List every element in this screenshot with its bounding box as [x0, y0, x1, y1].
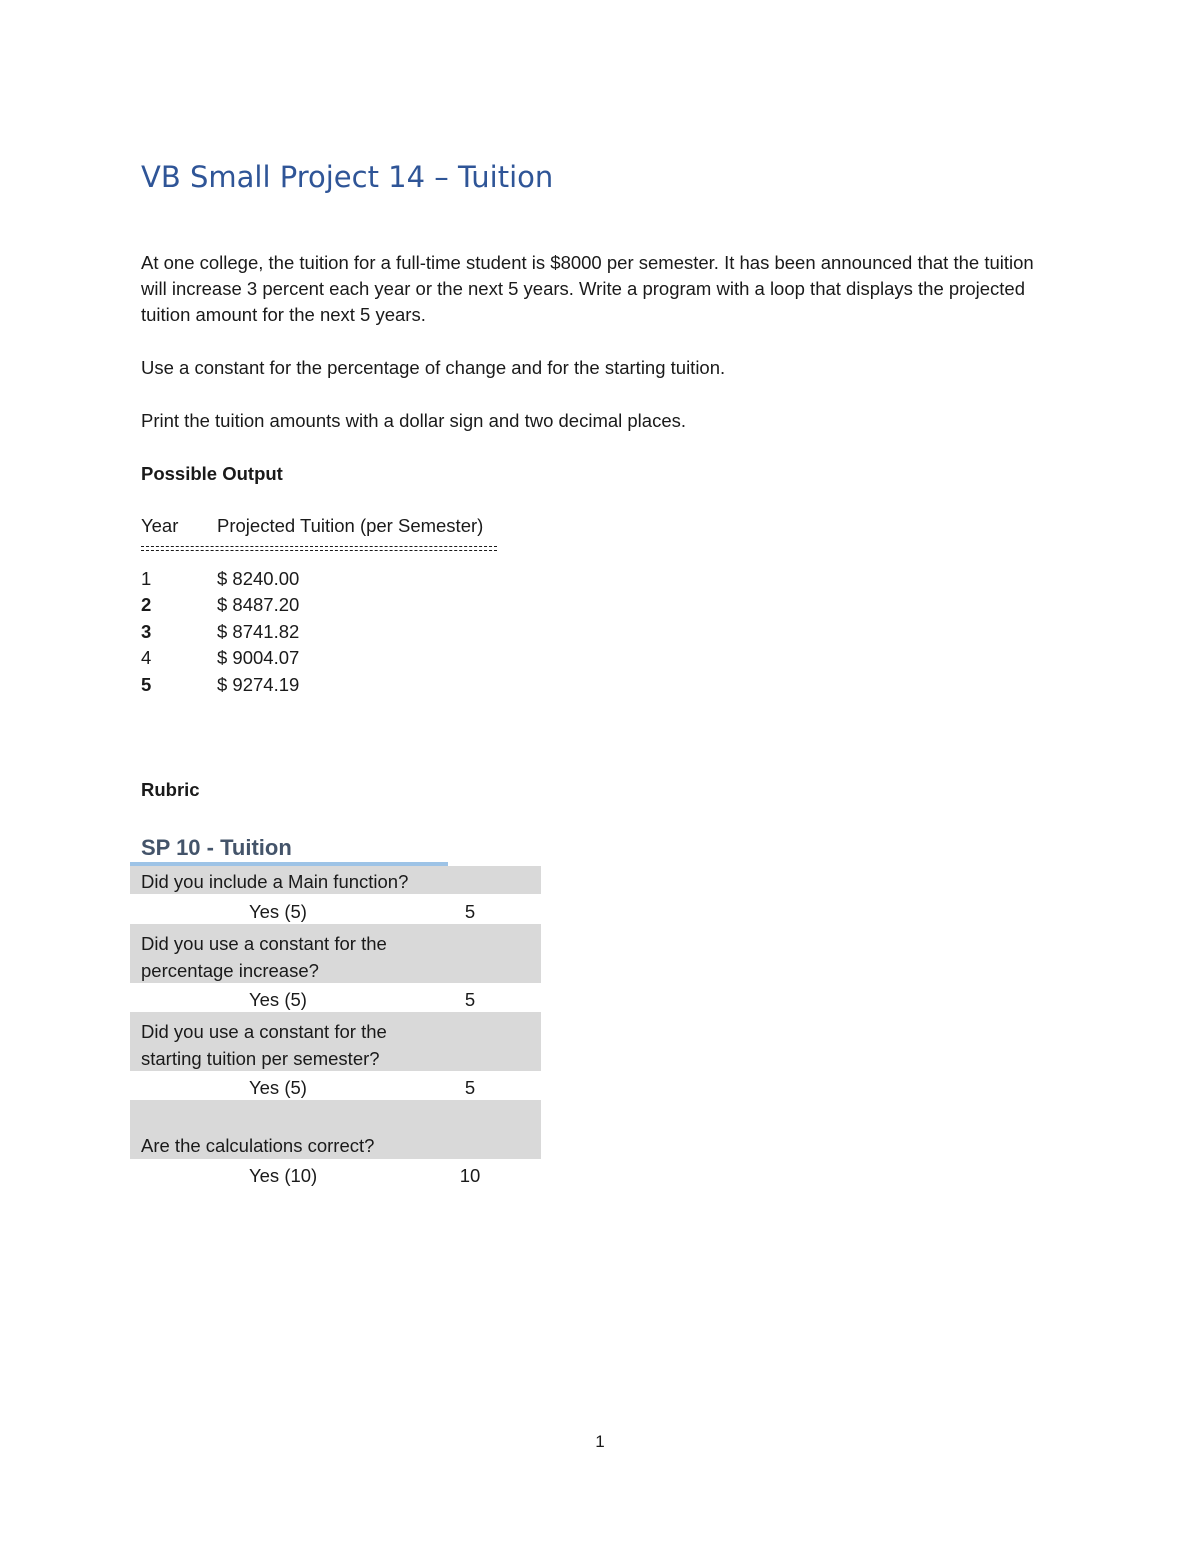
output-amount: $ 9274.19 — [217, 674, 300, 695]
rubric-score: 10 — [459, 1165, 481, 1186]
output-amount: $ 8487.20 — [217, 594, 300, 615]
intro-paragraph: At one college, the tuition for a full-time student is $8000 per semester. It has been announced that the tuition will increase 3 percent each year or the next 5 years. Write a program with a loop that displays the projected tuition amount for the next 5 years. — [141, 252, 1034, 325]
page-number: 1 — [595, 1432, 605, 1451]
rubric-title: SP 10 - Tuition — [141, 835, 292, 860]
output-separator — [141, 550, 497, 551]
output-year: 2 — [141, 594, 152, 615]
rubric-answer: Yes (5) — [249, 989, 307, 1010]
rubric-heading: Rubric — [141, 779, 200, 800]
rubric-question — [130, 866, 541, 894]
rubric-question-text: Are the calculations correct? — [141, 1135, 375, 1156]
constant-instruction: Use a constant for the percentage of change and for the starting tuition. — [141, 357, 726, 378]
rubric-answer-row — [130, 1073, 541, 1103]
output-year: 5 — [141, 674, 152, 695]
rubric-answer-row — [130, 1161, 541, 1191]
rubric-answer: Yes (10) — [249, 1165, 318, 1186]
output-year: 3 — [141, 621, 152, 642]
rubric-question-text: Did you include a Main function? — [141, 871, 409, 892]
rubric-answer-row — [130, 985, 541, 1015]
output-col-year: Year — [141, 515, 179, 536]
rubric-question — [130, 1012, 541, 1071]
rubric-question-text: Did you use a constant for the starting tuition per semester? — [141, 1021, 387, 1069]
output-year: 4 — [141, 647, 152, 668]
output-amount: $ 8741.82 — [217, 621, 300, 642]
rubric-score: 5 — [464, 901, 476, 922]
page-title: VB Small Project 14 – Tuition — [141, 160, 554, 194]
rubric-score: 5 — [464, 989, 476, 1010]
output-col-tuition: Projected Tuition (per Semester) — [217, 515, 484, 536]
output-separator — [141, 546, 497, 547]
output-year: 1 — [141, 568, 152, 589]
print-instruction: Print the tuition amounts with a dollar sign and two decimal places. — [141, 410, 687, 431]
rubric-score: 5 — [464, 1077, 476, 1098]
output-heading: Possible Output — [141, 463, 283, 484]
rubric-answer: Yes (5) — [249, 901, 307, 922]
rubric-answer: Yes (5) — [249, 1077, 307, 1098]
rubric-question — [130, 924, 541, 983]
rubric-question-text: Did you use a constant for the percentage increase? — [141, 933, 387, 981]
rubric-question — [130, 1100, 541, 1159]
rubric-answer-row — [130, 897, 541, 927]
output-amount: $ 9004.07 — [217, 647, 300, 668]
output-amount: $ 8240.00 — [217, 568, 300, 589]
